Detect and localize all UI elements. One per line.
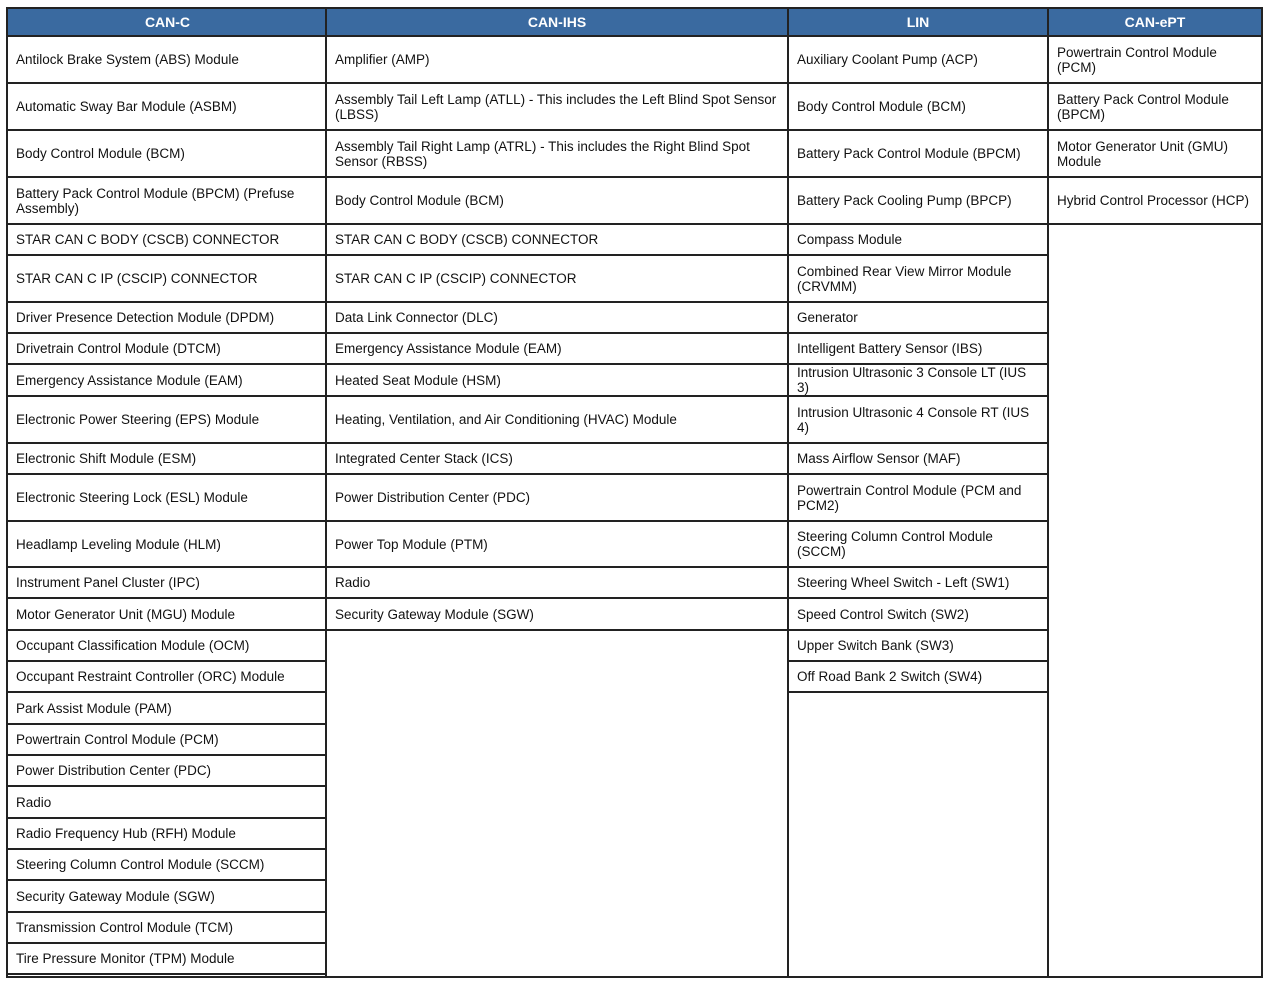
table-cell [8, 913, 327, 944]
table-cell [327, 131, 787, 178]
table-cell [789, 131, 1047, 178]
table-cell [327, 475, 787, 522]
cell-text: Instrument Panel Cluster (IPC) [16, 575, 200, 590]
cell-text: Hybrid Control Processor (HCP) [1057, 193, 1250, 208]
cell-text: Antilock Brake System (ABS) Module [16, 52, 239, 67]
cell-text: Power Distribution Center (PDC) [335, 490, 531, 505]
table-cell [789, 522, 1047, 568]
table-cell [327, 568, 787, 599]
table-cell [8, 522, 327, 568]
column-header: CAN-IHS [327, 7, 787, 37]
table-cell [8, 444, 327, 475]
cell-text: Security Gateway Module (SGW) [16, 888, 215, 904]
cell-text: Tire Pressure Monitor (TPM) Module [16, 951, 235, 966]
cell-text: Auxiliary Coolant Pump (ACP) [797, 52, 978, 67]
cell-text: Integrated Center Stack (ICS) [335, 451, 513, 466]
table-cell [8, 631, 327, 662]
cell-text: Heating, Ventilation, and Air Conditioning (HVAC) Module [335, 412, 677, 427]
cell-text: Powertrain Control Module (PCM) [16, 732, 219, 747]
cell-text: Headlamp Leveling Module (HLM) [16, 536, 221, 552]
cell-text: STAR CAN C IP (CSCIP) CONNECTOR [335, 271, 577, 286]
table-cell [789, 599, 1047, 631]
table-cell [8, 850, 327, 881]
table-cell [8, 37, 327, 84]
table-cell [327, 397, 787, 444]
column-lin [787, 7, 1047, 978]
cell-text: Emergency Assistance Module (EAM) [335, 341, 562, 356]
cell-text: Steering Wheel Switch - Left (SW1) [797, 575, 1010, 590]
cell-text: Powertrain Control Module (PCM and PCM2) [797, 482, 1022, 513]
table-cell [8, 84, 327, 131]
cell-text: STAR CAN C BODY (CSCB) CONNECTOR [335, 232, 599, 247]
cell-text: Radio [16, 794, 52, 810]
cell-text: STAR CAN C BODY (CSCB) CONNECTOR [16, 232, 280, 247]
table-cell [8, 225, 327, 256]
table-cell [1049, 178, 1261, 225]
cell-text: Battery Pack Cooling Pump (BPCP) [797, 193, 1012, 208]
cell-text: Power Top Module (PTM) [335, 536, 488, 552]
table-cell [327, 334, 787, 365]
table-cell [327, 522, 787, 568]
cell-text: Mass Airflow Sensor (MAF) [797, 451, 961, 466]
cell-text: Motor Generator Unit (MGU) Module [16, 606, 236, 622]
column-can-ihs [325, 7, 787, 978]
table-cell [789, 365, 1047, 397]
cell-text: Heated Seat Module (HSM) [335, 372, 501, 388]
cell-text: Body Control Module (BCM) [335, 193, 504, 208]
cell-text: Assembly Tail Right Lamp (ATRL) - This includes the Right Blind Spot Sensor (RBSS) [335, 138, 750, 169]
table-cell [789, 225, 1047, 256]
cell-text: Occupant Restraint Controller (ORC) Module [16, 669, 285, 684]
cell-text: Occupant Classification Module (OCM) [16, 638, 250, 653]
table-cell [8, 819, 327, 850]
table-cell [8, 693, 327, 725]
table-cell [8, 599, 327, 631]
cell-text: Radio [335, 575, 371, 590]
table-cell [789, 256, 1047, 303]
table-cell [327, 178, 787, 225]
table-cell [327, 444, 787, 475]
cell-text: Data Link Connector (DLC) [335, 310, 498, 325]
cell-text: Electronic Steering Lock (ESL) Module [16, 490, 248, 505]
cell-text: Motor Generator Unit (GMU) Module [1057, 138, 1229, 169]
table-cell [327, 84, 787, 131]
column-header: CAN-ePT [1049, 7, 1261, 37]
table-cell [789, 334, 1047, 365]
column-header: LIN [789, 7, 1047, 37]
cell-text: Drivetrain Control Module (DTCM) [16, 341, 221, 356]
table-cell [1049, 131, 1261, 178]
table-cell [8, 256, 327, 303]
cell-text: Assembly Tail Left Lamp (ATLL) - This includes the Left Blind Spot Sensor (LBSS) [335, 91, 777, 122]
table-cell [327, 37, 787, 84]
cell-text: Driver Presence Detection Module (DPDM) [16, 310, 275, 325]
table-cell [8, 334, 327, 365]
table-cell [789, 303, 1047, 334]
cell-text: Intrusion Ultrasonic 4 Console RT (IUS 4) [797, 404, 1030, 435]
table-cell [789, 444, 1047, 475]
cell-text: Body Control Module (BCM) [797, 99, 966, 114]
cell-text: Security Gateway Module (SGW) [335, 606, 534, 622]
cell-text: Steering Column Control Module (SCCM) [797, 529, 993, 559]
cell-text: Battery Pack Control Module (BPCM) [797, 146, 1021, 161]
table-cell [1049, 37, 1261, 84]
table-cell [8, 944, 327, 975]
table-cell [8, 568, 327, 599]
table-cell [789, 84, 1047, 131]
table-cell [789, 631, 1047, 662]
table-cell [8, 662, 327, 693]
cell-text: Automatic Sway Bar Module (ASBM) [16, 99, 237, 114]
cell-text: Body Control Module (BCM) [16, 146, 185, 161]
cell-text: Intelligent Battery Sensor (IBS) [797, 341, 983, 356]
cell-text: Steering Column Control Module (SCCM) [16, 857, 265, 872]
cell-text: Battery Pack Control Module (BPCM) (Prefuse Assembly) [16, 185, 295, 216]
table-cell [1049, 84, 1261, 131]
table-cell [8, 725, 327, 756]
cell-text: Emergency Assistance Module (EAM) [16, 372, 243, 388]
table-cell [8, 787, 327, 819]
table-cell [8, 397, 327, 444]
table-cell [789, 568, 1047, 599]
cell-text: Power Distribution Center (PDC) [16, 763, 212, 778]
table-cell [8, 178, 327, 225]
cell-text: Transmission Control Module (TCM) [16, 920, 234, 935]
cell-text: Compass Module [797, 232, 903, 247]
table-cell [8, 365, 327, 397]
cell-text: Upper Switch Bank (SW3) [797, 638, 954, 653]
table-cell [327, 303, 787, 334]
column-can-ept [1047, 7, 1263, 978]
cell-text: Park Assist Module (PAM) [16, 700, 172, 716]
module-network-table [6, 7, 1263, 978]
table-cell [8, 131, 327, 178]
cell-text: Intrusion Ultrasonic 3 Console LT (IUS 3) [797, 365, 1027, 395]
cell-text: Off Road Bank 2 Switch (SW4) [797, 669, 983, 684]
cell-text: STAR CAN C IP (CSCIP) CONNECTOR [16, 271, 258, 286]
table-cell [327, 225, 787, 256]
cell-text: Electronic Power Steering (EPS) Module [16, 412, 260, 427]
cell-text: Radio Frequency Hub (RFH) Module [16, 826, 236, 841]
cell-text: Speed Control Switch (SW2) [797, 606, 969, 622]
table-cell [8, 756, 327, 787]
cell-text: Amplifier (AMP) [335, 52, 430, 67]
table-cell [8, 303, 327, 334]
table-cell [8, 881, 327, 913]
cell-text: Electronic Shift Module (ESM) [16, 451, 197, 466]
table-cell [789, 178, 1047, 225]
cell-text: Battery Pack Control Module (BPCM) [1057, 91, 1229, 122]
column-can-c [6, 7, 327, 978]
table-cell [327, 256, 787, 303]
table-cell [327, 599, 787, 631]
table-cell [789, 475, 1047, 522]
cell-text: Powertrain Control Module (PCM) [1057, 44, 1217, 75]
table-cell [789, 37, 1047, 84]
cell-text: Combined Rear View Mirror Module (CRVMM) [797, 263, 1012, 294]
cell-text: Generator [797, 310, 858, 325]
table-cell [789, 662, 1047, 693]
table-cell [789, 397, 1047, 444]
table-cell [8, 475, 327, 522]
table-cell [327, 365, 787, 397]
column-header: CAN-C [8, 7, 327, 37]
